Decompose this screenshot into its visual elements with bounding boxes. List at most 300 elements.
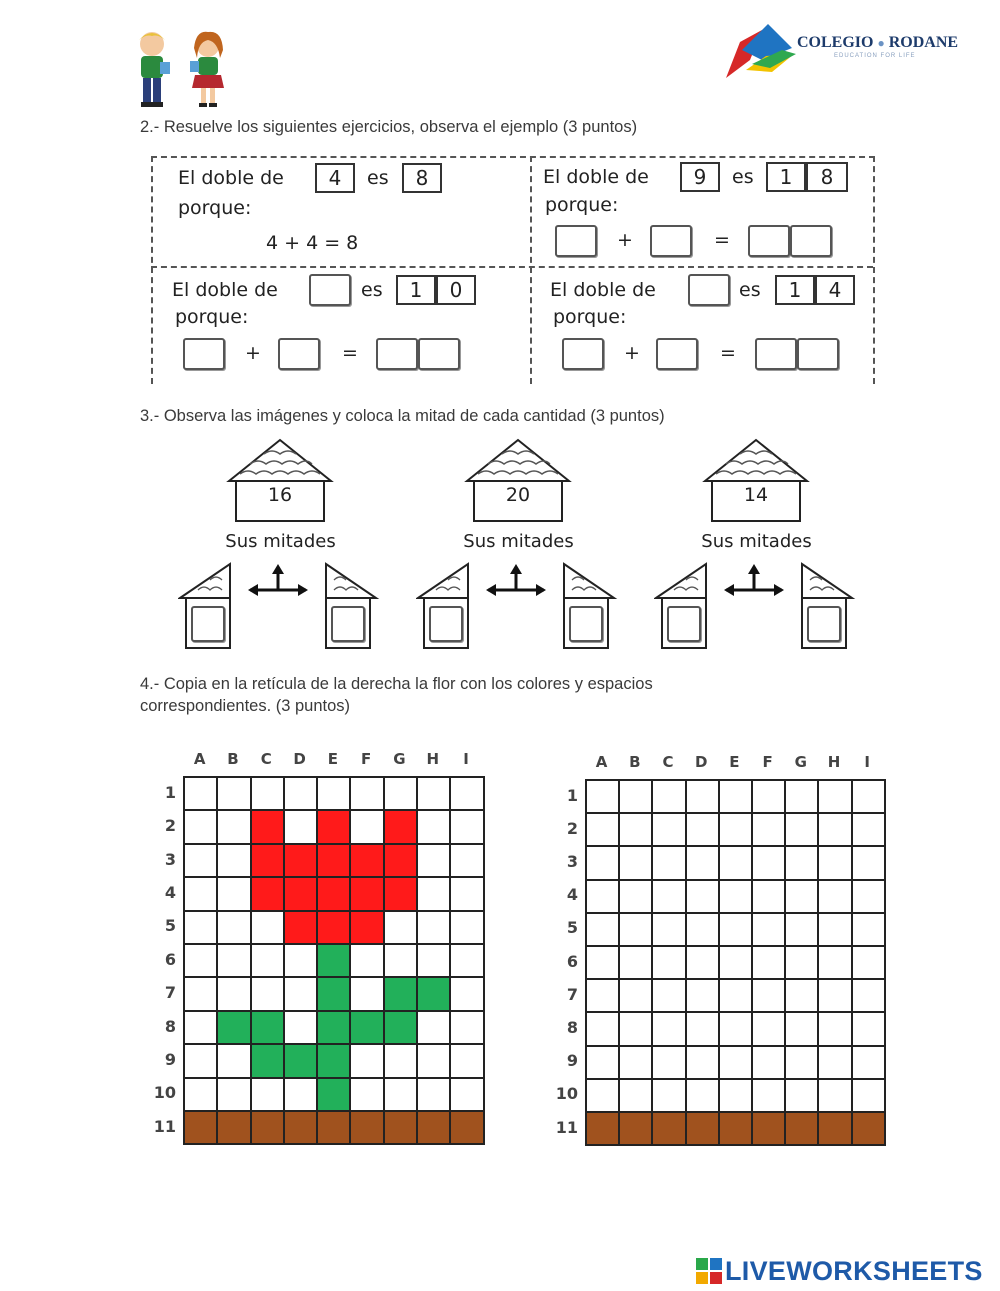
row-label: 2 <box>566 818 578 838</box>
grid-cell <box>317 1111 350 1144</box>
grid-cell[interactable] <box>686 1012 719 1045</box>
grid-cell[interactable] <box>818 1046 851 1079</box>
grid-cell[interactable] <box>686 1046 719 1079</box>
grid-cell <box>284 977 317 1010</box>
grid-cell[interactable] <box>719 880 752 913</box>
grid-cell <box>384 1111 417 1144</box>
grid-cell <box>450 877 483 910</box>
grid-cell <box>251 1111 284 1144</box>
grid-cell <box>217 877 250 910</box>
row-label: 10 <box>555 1084 578 1104</box>
grid-cell[interactable] <box>686 880 719 913</box>
grid-cell[interactable] <box>652 813 685 846</box>
grid-cell[interactable] <box>752 880 785 913</box>
house-quantity: 14 <box>743 484 769 506</box>
grid-cell <box>417 1011 450 1044</box>
grid-cell[interactable] <box>686 813 719 846</box>
grid-cell <box>284 944 317 977</box>
grid-cell <box>450 1011 483 1044</box>
column-label: F <box>361 750 372 768</box>
grid-cell[interactable] <box>586 1046 619 1079</box>
grid-cell <box>417 1111 450 1144</box>
plus-sign: + <box>245 342 261 364</box>
liveworksheets-mark-icon <box>696 1258 722 1284</box>
grid-row <box>586 979 885 1012</box>
addend-input[interactable] <box>562 338 604 370</box>
equals-sign: = <box>720 342 736 364</box>
grid-cell[interactable] <box>686 913 719 946</box>
house-quantity: 20 <box>505 484 531 506</box>
school-logo: COLEGIO ● RODANE EDUCATION FOR LIFE <box>722 20 962 82</box>
grid-cell[interactable] <box>619 1046 652 1079</box>
grid-cell[interactable] <box>852 846 885 879</box>
grid-cell[interactable] <box>785 1012 818 1045</box>
grid-cell[interactable] <box>785 846 818 879</box>
row-label: 4 <box>164 882 176 902</box>
number-box: 9 <box>680 162 720 192</box>
grid-cell <box>317 911 350 944</box>
grid-cell <box>450 1078 483 1111</box>
column-label: D <box>293 750 306 768</box>
column-label: E <box>729 753 740 771</box>
row-label: 7 <box>164 983 176 1003</box>
grid-cell <box>384 844 417 877</box>
house-group <box>416 438 621 653</box>
grid-cell[interactable] <box>652 1046 685 1079</box>
row-label: 1 <box>566 785 578 805</box>
kids-illustration <box>128 28 238 110</box>
grid-cell[interactable] <box>586 880 619 913</box>
grid-cell <box>217 1044 250 1077</box>
grid-cell <box>317 844 350 877</box>
equals-sign: = <box>342 342 358 364</box>
grid-cell <box>350 944 383 977</box>
grid-cell[interactable] <box>852 946 885 979</box>
grid-cell <box>417 911 450 944</box>
grid-cell[interactable] <box>619 1012 652 1045</box>
school-logo-mark-icon <box>722 20 797 80</box>
grid-cell[interactable] <box>785 979 818 1012</box>
grid-cell[interactable] <box>719 780 752 813</box>
grid-cell <box>350 1111 383 1144</box>
addend-input[interactable] <box>656 338 698 370</box>
addend-input[interactable] <box>555 225 597 257</box>
grid-cell[interactable] <box>818 1012 851 1045</box>
column-label: A <box>193 750 206 768</box>
grid-cell[interactable] <box>852 813 885 846</box>
grid-cell[interactable] <box>652 1079 685 1112</box>
house-quantity: 16 <box>267 484 293 506</box>
grid-cell <box>251 877 284 910</box>
grid-cell <box>184 1044 217 1077</box>
grid-cell[interactable] <box>719 813 752 846</box>
grid-row <box>586 846 885 879</box>
grid-cell[interactable] <box>719 946 752 979</box>
grid-cell[interactable] <box>619 846 652 879</box>
grid-cell <box>417 777 450 810</box>
grid-cell <box>450 944 483 977</box>
row-label: 5 <box>164 916 176 936</box>
grid-cell[interactable] <box>719 846 752 879</box>
grid-cell <box>251 844 284 877</box>
half-right-input[interactable] <box>807 606 841 642</box>
grid-cell <box>217 1078 250 1111</box>
grid-cell[interactable] <box>619 913 652 946</box>
grid-cell[interactable] <box>752 1046 785 1079</box>
label-es: es <box>732 166 754 188</box>
grid-cell[interactable] <box>652 846 685 879</box>
grid-cell[interactable] <box>586 1012 619 1045</box>
grid-cell <box>217 944 250 977</box>
addend-input[interactable] <box>278 338 320 370</box>
grid-cell[interactable] <box>719 1012 752 1045</box>
grid-cell[interactable] <box>752 780 785 813</box>
grid-cell <box>284 1111 317 1144</box>
column-label: E <box>327 750 338 768</box>
grid-cell <box>350 844 383 877</box>
grid-cell[interactable] <box>752 1079 785 1112</box>
grid-cell[interactable] <box>852 913 885 946</box>
result-digit-box: 4 <box>815 275 855 305</box>
sus-mitades-label: Sus mitades <box>225 531 336 552</box>
column-label: D <box>694 753 708 771</box>
column-label: G <box>794 753 807 771</box>
row-label: 11 <box>153 1116 176 1136</box>
sum-units-input[interactable] <box>418 338 460 370</box>
grid-cell[interactable] <box>619 946 652 979</box>
column-label: I <box>864 753 870 771</box>
grid-cell[interactable] <box>785 946 818 979</box>
column-label: F <box>762 753 773 771</box>
grid-cell <box>217 844 250 877</box>
grid-row <box>184 1111 484 1144</box>
grid-cell <box>284 810 317 843</box>
grid-cell[interactable] <box>818 913 851 946</box>
grid-cell <box>384 877 417 910</box>
grid-row <box>184 977 484 1010</box>
grid-cell[interactable] <box>752 979 785 1012</box>
grid-cell[interactable] <box>586 913 619 946</box>
grid-cell <box>317 977 350 1010</box>
exercise3-instruction: 3.- Observa las imágenes y coloca la mitad de cada cantidad (3 puntos) <box>140 407 665 425</box>
grid-cell <box>184 911 217 944</box>
label-porque: porque: <box>175 306 249 328</box>
grid-cell[interactable] <box>586 846 619 879</box>
grid-cell[interactable] <box>619 1079 652 1112</box>
liveworksheets-logo <box>696 1254 983 1288</box>
grid-cell <box>350 911 383 944</box>
label-porque: porque: <box>545 194 619 216</box>
example-equation: 4 + 4 = 8 <box>266 232 359 254</box>
grid-cell[interactable] <box>785 1046 818 1079</box>
column-label: B <box>227 750 239 768</box>
grid-cell <box>785 1112 818 1145</box>
school-name-2: RODANE <box>888 34 959 51</box>
grid-cell[interactable] <box>752 813 785 846</box>
grid-cell[interactable] <box>719 913 752 946</box>
grid-row <box>184 777 484 810</box>
grid-cell[interactable] <box>818 846 851 879</box>
label-es: es <box>361 279 383 301</box>
grid-cell <box>217 977 250 1010</box>
grid-cell[interactable] <box>686 979 719 1012</box>
grid-cell <box>450 977 483 1010</box>
grid-cell[interactable] <box>785 880 818 913</box>
grid-cell <box>350 1078 383 1111</box>
grid-cell <box>450 777 483 810</box>
grid-cell[interactable] <box>619 880 652 913</box>
grid-cell[interactable] <box>785 913 818 946</box>
grid-cell <box>384 1011 417 1044</box>
grid-cell <box>284 911 317 944</box>
column-label: A <box>595 753 608 771</box>
number-input[interactable] <box>688 274 730 306</box>
grid-cell <box>251 1011 284 1044</box>
row-label: 3 <box>566 852 578 871</box>
grid-cell[interactable] <box>652 979 685 1012</box>
grid-cell <box>818 1112 851 1145</box>
grid-cell <box>284 844 317 877</box>
grid-row <box>184 810 484 843</box>
label-el-doble: El doble de <box>550 279 656 301</box>
grid-cell <box>184 977 217 1010</box>
house-group <box>654 438 859 653</box>
column-label: C <box>260 750 272 768</box>
grid-table <box>585 779 886 1146</box>
grid-cell <box>317 877 350 910</box>
row-label: 2 <box>164 816 176 836</box>
grid-cell <box>184 777 217 810</box>
grid-cell[interactable] <box>818 1079 851 1112</box>
grid-cell <box>417 944 450 977</box>
result-digit-box: 1 <box>766 162 806 192</box>
grid-cell[interactable] <box>652 1012 685 1045</box>
column-label: G <box>393 750 406 768</box>
grid-cell[interactable] <box>852 979 885 1012</box>
grid-cell <box>450 1044 483 1077</box>
grid-cell[interactable] <box>586 813 619 846</box>
grid-cell[interactable] <box>752 846 785 879</box>
grid-cell <box>384 1044 417 1077</box>
grid-cell <box>752 1112 785 1145</box>
row-label: 6 <box>566 951 578 971</box>
row-label: 3 <box>164 849 176 869</box>
grid-cell <box>450 844 483 877</box>
grid-cell <box>384 1078 417 1111</box>
grid-cell[interactable] <box>852 1079 885 1112</box>
grid-cell <box>417 877 450 910</box>
row-label: 7 <box>566 984 578 1004</box>
grid-row <box>586 880 885 913</box>
label-es: es <box>367 167 389 189</box>
grid-cell[interactable] <box>586 1079 619 1112</box>
grid-cell[interactable] <box>686 946 719 979</box>
grid-cell <box>284 777 317 810</box>
row-label: 9 <box>164 1049 176 1069</box>
column-label: H <box>426 750 440 768</box>
equals-sign: = <box>714 229 730 251</box>
grid-cell <box>184 1078 217 1111</box>
sum-tens-input[interactable] <box>748 225 790 257</box>
grid-cell[interactable] <box>686 846 719 879</box>
grid-row <box>586 1046 885 1079</box>
grid-cell <box>450 810 483 843</box>
result-digit-box: 1 <box>775 275 815 305</box>
grid-cell <box>251 1044 284 1077</box>
grid-cell[interactable] <box>785 780 818 813</box>
grid-cell[interactable] <box>752 946 785 979</box>
grid-cell <box>317 944 350 977</box>
sum-units-input[interactable] <box>797 338 839 370</box>
grid-cell <box>317 1011 350 1044</box>
grid-cell[interactable] <box>719 1079 752 1112</box>
grid-row <box>586 1112 885 1145</box>
grid-row <box>586 1079 885 1112</box>
grid-row <box>586 946 885 979</box>
grid-row <box>586 813 885 846</box>
half-right-input[interactable] <box>331 606 365 642</box>
grid-row <box>184 944 484 977</box>
grid-row <box>184 1011 484 1044</box>
grid-cell <box>251 777 284 810</box>
grid-cell <box>652 1112 685 1145</box>
grid-row <box>586 780 885 813</box>
grid-cell <box>350 1044 383 1077</box>
grid-cell[interactable] <box>619 813 652 846</box>
addend-input[interactable] <box>183 338 225 370</box>
addend-input[interactable] <box>650 225 692 257</box>
row-label: 8 <box>164 1016 176 1036</box>
grid-cell <box>284 877 317 910</box>
grid-cell[interactable] <box>686 780 719 813</box>
grid-cell <box>251 944 284 977</box>
grid-cell[interactable] <box>752 913 785 946</box>
sum-tens-input[interactable] <box>755 338 797 370</box>
grid-cell <box>217 1111 250 1144</box>
grid-row <box>586 1012 885 1045</box>
row-label: 8 <box>566 1018 578 1037</box>
grid-cell[interactable] <box>652 946 685 979</box>
column-label: B <box>629 753 641 771</box>
sus-mitades-label: Sus mitades <box>701 531 812 552</box>
grid-cell <box>852 1112 885 1145</box>
grid-cell[interactable] <box>719 979 752 1012</box>
number-input[interactable] <box>309 274 351 306</box>
grid-cell <box>284 1078 317 1111</box>
exercise4-instruction <box>140 673 653 717</box>
half-right-input[interactable] <box>569 606 603 642</box>
grid-cell <box>251 911 284 944</box>
grid-cell[interactable] <box>652 913 685 946</box>
grid-cell <box>284 1044 317 1077</box>
column-label: H <box>827 753 841 771</box>
grid-cell[interactable] <box>586 979 619 1012</box>
result-digit-box: 0 <box>436 275 476 305</box>
grid-cell <box>417 1078 450 1111</box>
row-label: 6 <box>164 949 176 969</box>
half-left-input[interactable] <box>191 606 225 642</box>
grid-cell[interactable] <box>852 880 885 913</box>
grid-cell[interactable] <box>586 946 619 979</box>
grid-cell <box>417 1044 450 1077</box>
grid-cell <box>719 1112 752 1145</box>
sum-tens-input[interactable] <box>376 338 418 370</box>
grid-cell <box>686 1112 719 1145</box>
grid-cell[interactable] <box>852 780 885 813</box>
grid-cell <box>586 1112 619 1145</box>
grid-cell[interactable] <box>818 880 851 913</box>
grid-cell <box>450 911 483 944</box>
grid-cell <box>184 944 217 977</box>
sum-units-input[interactable] <box>790 225 832 257</box>
column-label: C <box>662 753 674 771</box>
school-tagline: EDUCATION FOR LIFE <box>834 53 916 59</box>
grid-cell <box>184 1111 217 1144</box>
number-box: 4 <box>315 163 355 193</box>
grid-cell <box>184 844 217 877</box>
grid-cell <box>317 1044 350 1077</box>
row-label: 10 <box>153 1083 176 1103</box>
label-porque: porque: <box>553 306 627 328</box>
grid-cell[interactable] <box>752 1012 785 1045</box>
grid-cell <box>184 810 217 843</box>
grid-cell[interactable] <box>818 813 851 846</box>
grid-cell <box>251 977 284 1010</box>
grid-cell[interactable] <box>852 1046 885 1079</box>
grid-cell[interactable] <box>719 1046 752 1079</box>
result-digit-box: 8 <box>806 162 848 192</box>
grid-cell <box>350 810 383 843</box>
grid-cell[interactable] <box>785 1079 818 1112</box>
grid-cell[interactable] <box>652 880 685 913</box>
label-el-doble: El doble de <box>178 167 284 189</box>
grid-cell <box>217 911 250 944</box>
plus-sign: + <box>624 342 640 364</box>
grid-cell <box>184 1011 217 1044</box>
liveworksheets-brand: LIVEWORKSHEETS <box>725 1255 983 1286</box>
half-left-input[interactable] <box>429 606 463 642</box>
grid-row <box>184 877 484 910</box>
grid-cell[interactable] <box>586 780 619 813</box>
grid-cell[interactable] <box>686 1079 719 1112</box>
grid-cell <box>217 1011 250 1044</box>
label-el-doble: El doble de <box>172 279 278 301</box>
grid-cell[interactable] <box>619 979 652 1012</box>
grid-cell <box>317 810 350 843</box>
grid-cell[interactable] <box>818 946 851 979</box>
grid-cell <box>384 944 417 977</box>
grid-cell[interactable] <box>785 813 818 846</box>
half-left-input[interactable] <box>667 606 701 642</box>
grid-cell[interactable] <box>619 780 652 813</box>
grid-cell[interactable] <box>818 780 851 813</box>
grid-cell <box>350 877 383 910</box>
grid-cell[interactable] <box>852 1012 885 1045</box>
column-label: I <box>463 750 469 768</box>
grid-row <box>586 913 885 946</box>
grid-cell[interactable] <box>652 780 685 813</box>
sus-mitades-label: Sus mitades <box>463 531 574 552</box>
grid-cell <box>417 977 450 1010</box>
grid-cell <box>350 777 383 810</box>
grid-cell[interactable] <box>818 979 851 1012</box>
label-es: es <box>739 279 761 301</box>
grid-row <box>184 1078 484 1111</box>
grid-cell <box>217 777 250 810</box>
grid-cell <box>317 1078 350 1111</box>
row-label: 1 <box>164 782 176 802</box>
grid-cell <box>184 877 217 910</box>
